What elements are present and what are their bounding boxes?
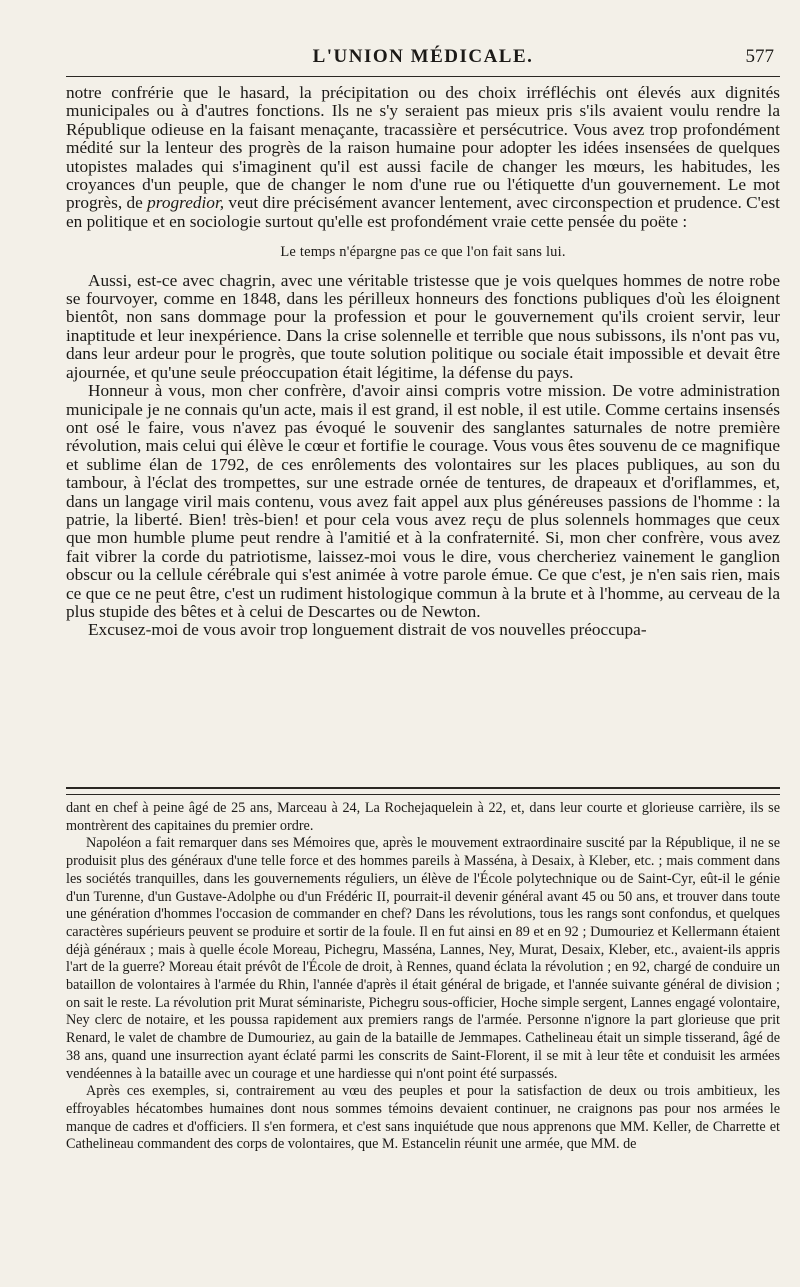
header-rule	[66, 76, 780, 77]
journal-title: L'UNION MÉDICALE.	[312, 46, 534, 67]
footnote-paragraph: dant en chef à peine âgé de 25 ans, Marceau à 24, La Rochejaquelein à 22, et, dans leur courte et glorieuse carrière, ils se montrèrent des capitaines du premier ordre.	[66, 800, 780, 834]
main-text-block	[66, 84, 780, 640]
footnote-separator	[66, 787, 780, 795]
latin-term: progredior,	[147, 193, 225, 213]
running-header	[66, 46, 780, 74]
body-paragraph: Excusez-moi de vous avoir trop longuement distrait de vos nouvelles préoccupa-	[88, 620, 647, 640]
body-paragraph: Aussi, est-ce avec chagrin, avec une véritable tristesse que je vois quelques hommes de notre robe se fourvoyer, comme en 1848, dans les périlleux honneurs des fonctions publiques d'où les éloignent bientôt, non sans dommage pour la profession et pour le gouvernement qu'ils croient servir, leur inaptitude et leur inexpérience. Dans la crise solennelle et terrible que nous subissons, ils n'ont pas vu, dans leur ardeur pour le progrès, que toute solution politique ou sociale était impossible et devait être ajournée, et qu'une seule préoccupation était légitime, la défense du pays.	[66, 270, 780, 382]
footnote-paragraph: Après ces exemples, si, contrairement au vœu des peuples et pour la satisfaction de deux ou trois ambitieux, les effroyables hécatombes humaines dont nous sommes témoins devaient continuer, ne craignons pas pour nos armées le manque de cadres et d'officiers. Il s'en formera, et c'est sans inquiétude que nous apprenons que MM. Keller, de Charrette et Cathelineau commandent des corps de volontaires, que M. Estancelin réunit une armée, que MM. de	[66, 1083, 780, 1153]
page-number: 577	[745, 46, 774, 67]
footnotes-block	[66, 800, 780, 1154]
footnote-paragraph: Napoléon a fait remarquer dans ses Mémoires que, après le mouvement extraordinaire suscité par la République, il ne se produisit plus des généraux d'une telle force et des hommes pareils à Masséna, à Desaix, à Kleber, etc. ; mais comment dans les sociétés tranquilles, dans les gouvernements réguliers, un élève de l'École polytechnique ou de Saint-Cyr, eût-il le génie d'un Turenne, d'un Gustave-Adolphe ou d'un Frédéric II, pourrait-il devenir général avant 45 ou 50 ans, et trouver dans toute une génération d'hommes l'occasion de commander en chef? Dans les révolutions, tous les rangs sont confondus, et quelques caractères supérieurs peuvent se produire et sortir de la foule. Il en fut ainsi en 89 et en 92 ; Dumouriez et Kellermann étaient déjà généraux ; mais à quelle école Moreau, Pichegru, Masséna, Lannes, Ney, Murat, Desaix, Kleber, etc., avaient-ils appris l'art de la guerre? Moreau était prévôt de l'École de droit, à Rennes, quand éclata la révolution ; en 92, chargé de conduire un bataillon de volontaires à l'armée du Rhin, l'année d'après il était général de brigade, et l'année suivante général de division ; on sait le reste. La révolution prit Murat séminariste, Pichegru sous-officier, Hoche simple sergent, Lannes engagé volontaire, Ney clerc de notaire, et les poussa rapidement aux premiers rangs de l'armée. Personne n'ignore la part glorieuse que prit Renard, le valet de chambre de Dumouriez, au gain de la bataille de Jemmapes. Cathelineau était un simple tisserand, âgé de 38 ans, quand une insurrection ayant éclaté parmi les conscrits de Saint-Florent, il se mit à leur tête et conduisit les armées vendéennes à la bataille avec un courage et une hardiesse qui n'ont point été surpassés.	[66, 835, 780, 1082]
poem-quote: Le temps n'épargne pas ce que l'on fait sans lui.	[280, 244, 566, 261]
body-paragraph: Honneur à vous, mon cher confrère, d'avoir ainsi compris votre mission. De votre administration municipale je ne connais qu'un acte, mais il est grand, il est noble, il est utile. Comme certains insensés ont osé le faire, vous n'avez pas évoqué le souvenir des sanglantes saturnales de notre première révolution, mais celui qui élève le cœur et fortifie le courage. Vous vous êtes souvenu de ce magnifique et sublime élan de 1792, de ces enrôlements des volontaires sur les places publiques, au son du tambour, à l'éclat des trompettes, sur une estrade ornée de tentures, de drapeaux et d'oriflammes, et, dans un langage viril mais contenu, vous avez fait appel aux plus généreuses passions de l'homme : la patrie, la liberté. Bien! très-bien! et pour cela vous avez reçu de plus solennels hommages que ceux que mon humble plume peut rendre à l'amitié et à la confraternité. Si, mon cher confrère, vous avez fait vibrer la corde du patriotisme, laissez-moi vous le dire, vous chercheriez vainement le ganglion obscur ou la cellule cérébrale qui s'est animée à votre parole émue. Ce que c'est, je n'en sais rien, mais ce que ce ne peut être, c'est un rudiment histologique commun à la brute et à l'homme, au cerveau de la plus stupide des bêtes et à celui de Descartes ou de Newton.	[66, 381, 780, 621]
body-paragraph: notre confrérie que le hasard, la précipitation ou des choix irréfléchis ont élevés aux dignités municipales ou à d'autres fonctions. Ils ne s'y seraient pas mieux pris s'ils avaient voulu rendre la République odieuse en la faisant menaçante, tracassière et persécutrice. Vous avez trop profondément médité sur la lenteur des progrès de la raison humaine pour adopter les idées insensées de quelques utopistes malades qui s'imaginent qu'il est aussi facile de changer les mœurs, les habitudes, les croyances d'un peuple, que de changer le nom d'une rue ou l'étiquette d'un gouvernement. Le mot progrès, de progredior, veut dire précisément avancer lentement, avec circonspection et prudence. C'est en politique et en sociologie surtout qu'elle est profondément vraie cette pensée du poëte :	[66, 83, 780, 231]
